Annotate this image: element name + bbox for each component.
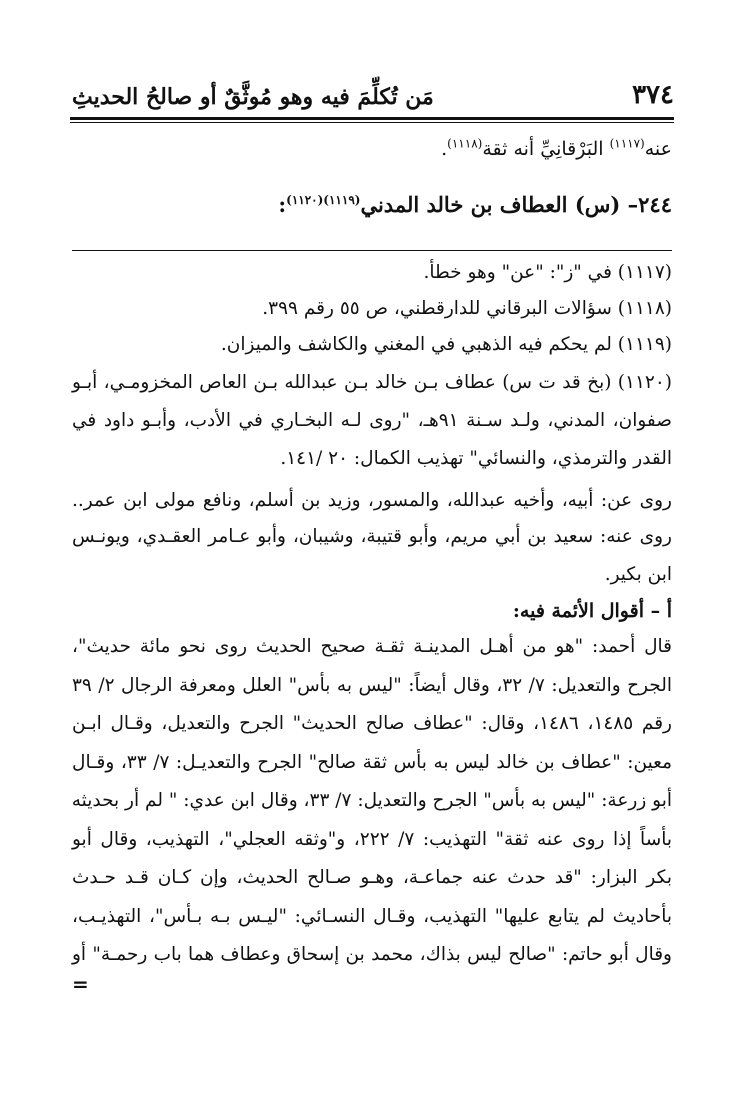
continuation-mark: =	[72, 972, 89, 996]
intro-line	[72, 138, 672, 160]
body-line: أبو زرعة: "ليس به بأس" الجرح والتعديل: ٧/ ٣٣، وقال ابن عدي: " لم أر بحديثه	[71, 790, 672, 811]
footnote-1120-line: ابن بكير.	[604, 564, 672, 585]
intro-text-end: .	[441, 138, 448, 160]
entry-heading	[72, 192, 672, 217]
footnote-1119: (١١١٩) لم يحكم فيه الذهبي في المغني والكاشف والميزان.	[220, 334, 672, 355]
body-line: قال أحمد: "هو من أهـل المدينـة ثقـة صحيح الحديث روى نحو مائة حديث"،	[72, 636, 672, 657]
body-line: بأحاديث لم يتابع عليها" التهذيب، وقـال النسـائي: "ليـس بـه بـأس"، التهذيـب،	[72, 905, 672, 927]
footnote-1120-line: صفوان، المدني، ولـد سـنة ٩١هـ، "روى لـه البخـاري في الأدب، وأبـو داود في	[72, 410, 672, 431]
footnote-1117: (١١١٧) في "ز": "عن" وهو خطأ.	[423, 262, 672, 283]
footnote-ref-1117: (١١١٧)	[609, 136, 645, 151]
footnotes-block	[72, 262, 672, 370]
footnote-1120-line: (١١٢٠) (بخ قد ت س) عطاف بـن خالد بـن عبدالله بـن العاص المخزومـي، أبـو	[72, 372, 672, 393]
entry-number: ٢٤٤	[638, 192, 672, 217]
intro-text-mid: البَرْقانِيِّ أنه ثقة	[482, 138, 610, 160]
footnote-ref-1120: (١١٢٠)	[286, 193, 324, 207]
entry-suffix: :	[278, 192, 287, 217]
section-subheading: أ – أقوال الأئمة فيه:	[512, 600, 672, 622]
header-rule-thick	[70, 117, 674, 120]
page-number: ٣٧٤	[632, 80, 674, 110]
body-line: بأساً إذا روى عنه ثقة" التهذيب: ٧/ ٢٢٢، و"وثقه العجلي"، التهذيب، وقال أبو	[72, 828, 672, 850]
footnote-1120-line: روى عنه: سعيد بن أبي مريم، وأبو قتيبة، وشيبان، وأبو عـامر العقـدي، ويونـس	[72, 526, 672, 547]
running-title: مَن تُكلِّمَ فيه وهو مُوثَّقٌ أو صالحُ الحديثِ	[72, 84, 434, 110]
footnote-1118: (١١١٨) سؤالات البرقاني للدارقطني، ص ٥٥ رقم ٣٩٩.	[262, 298, 672, 319]
page-header	[72, 70, 674, 110]
body-line: الجرح والتعديل: ٧/ ٣٢، وقال أيضاً: "ليس به بأس" العلل ومعرفة الرجال ٢/ ٣٩	[72, 674, 673, 696]
body-line: رقم ١٤٨٥، ١٤٨٦، وقال: "عطاف صالح الحديث" الجرح والتعديل، وقـال ابـن	[72, 713, 672, 734]
entry-title: – (س) العطاف بن خالد المدني	[360, 192, 639, 217]
body-line: وقال أبو حاتم: "صالح ليس بذاك، محمد بن إسحاق وعطاف هما باب رحمـة" أو	[72, 944, 672, 965]
header-rule-thin	[70, 122, 674, 123]
footnote-1120-line: روى عن: أبيه، وأخيه عبدالله، والمسور، وزيد بن أسلم، ونافع مولى ابن عمر..	[72, 490, 672, 511]
footnote-ref-1119: (١١١٩)	[323, 193, 361, 207]
footnote-separator	[72, 250, 672, 251]
footnote-1120	[72, 372, 672, 996]
body-line: بكر البزار: "قد حدث عنه جماعـة، وهـو صـالح الحديث، وإن كـان قـد حـدث	[72, 867, 672, 888]
body-line: معين: "عطاف بن خالد ليس به بأس ثقة صالح" الجرح والتعديـل: ٧/ ٣٣، وقـال	[72, 751, 672, 773]
intro-text-before: عنه	[644, 138, 672, 160]
footnote-ref-1118: (١١١٨)	[447, 136, 483, 151]
footnote-1120-line: القدر والترمذي، والنسائي" تهذيب الكمال: ٢٠ /١٤١.	[280, 448, 672, 469]
